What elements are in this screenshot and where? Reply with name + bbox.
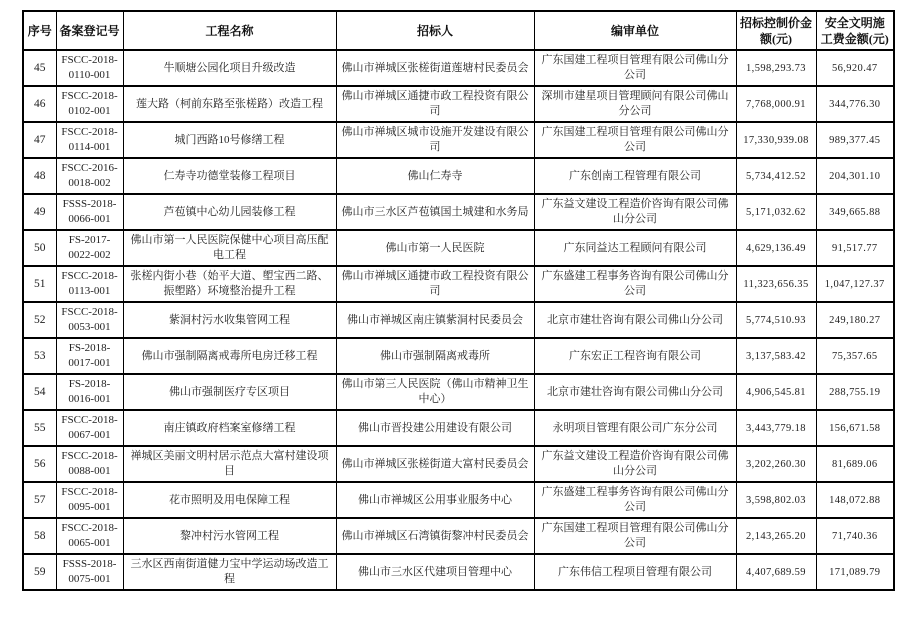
cell-project: 佛山市第一人民医院保健中心项目高压配电工程	[123, 230, 336, 266]
cell-control-price: 3,137,583.42	[736, 338, 816, 374]
cell-reg-no: FS-2018-0017-001	[56, 338, 123, 374]
cell-bidder: 佛山市禅城区张槎街道大富村民委员会	[336, 446, 534, 482]
cell-bidder: 佛山市禅城区南庄镇紫洞村民委员会	[336, 302, 534, 338]
cell-safety-fee: 1,047,127.37	[816, 266, 894, 302]
cell-bidder: 佛山市第一人民医院	[336, 230, 534, 266]
cell-reg-no: FSCC-2018-0114-001	[56, 122, 123, 158]
cell-reviewer: 深圳市建星项目管理顾问有限公司佛山分公司	[534, 86, 736, 122]
cell-bidder: 佛山市禅城区城市设施开发建设有限公司	[336, 122, 534, 158]
table-row	[23, 122, 894, 158]
cell-safety-fee: 56,920.47	[816, 50, 894, 86]
cell-bidder: 佛山市强制隔离戒毒所	[336, 338, 534, 374]
cell-reviewer: 广东益文建设工程造价咨询有限公司佛山分公司	[534, 194, 736, 230]
cell-safety-fee: 71,740.36	[816, 518, 894, 554]
cell-reg-no: FSCC-2018-0102-001	[56, 86, 123, 122]
col-header-control-price: 招标控制价金额(元)	[736, 11, 816, 50]
table-row	[23, 50, 894, 86]
cell-reviewer: 广东国建工程项目管理有限公司佛山分公司	[534, 122, 736, 158]
cell-control-price: 3,443,779.18	[736, 410, 816, 446]
cell-reviewer: 广东盛建工程事务咨询有限公司佛山分公司	[534, 482, 736, 518]
cell-project: 禅城区美丽文明村居示范点大富村建设项目	[123, 446, 336, 482]
table-row	[23, 86, 894, 122]
table-row	[23, 554, 894, 590]
col-header-review-unit: 编审单位	[534, 11, 736, 50]
cell-serial: 55	[23, 410, 56, 446]
cell-serial: 51	[23, 266, 56, 302]
cell-reviewer: 广东同益达工程顾问有限公司	[534, 230, 736, 266]
cell-reviewer: 广东宏正工程咨询有限公司	[534, 338, 736, 374]
cell-reg-no: FSCC-2018-0067-001	[56, 410, 123, 446]
cell-serial: 50	[23, 230, 56, 266]
cell-control-price: 5,774,510.93	[736, 302, 816, 338]
cell-project: 三水区西南街道健力宝中学运动场改造工程	[123, 554, 336, 590]
tender-projects-table	[22, 10, 895, 591]
cell-reg-no: FSCC-2018-0053-001	[56, 302, 123, 338]
table-row	[23, 230, 894, 266]
cell-serial: 58	[23, 518, 56, 554]
cell-reg-no: FSCC-2016-0018-002	[56, 158, 123, 194]
cell-safety-fee: 344,776.30	[816, 86, 894, 122]
cell-serial: 59	[23, 554, 56, 590]
col-header-safety-fee: 安全文明施工费金额(元)	[816, 11, 894, 50]
col-header-reg-no: 备案登记号	[56, 11, 123, 50]
table-row	[23, 518, 894, 554]
cell-reg-no: FSCC-2018-0088-001	[56, 446, 123, 482]
cell-safety-fee: 349,665.88	[816, 194, 894, 230]
cell-safety-fee: 204,301.10	[816, 158, 894, 194]
cell-project: 黎冲村污水管网工程	[123, 518, 336, 554]
cell-reviewer: 广东益文建设工程造价咨询有限公司佛山分公司	[534, 446, 736, 482]
cell-reg-no: FS-2017-0022-002	[56, 230, 123, 266]
cell-project: 张槎内街小巷（始平大道、塱宝西二路、振塱路）环境整治提升工程	[123, 266, 336, 302]
table-header-row	[23, 11, 894, 50]
col-header-project-name: 工程名称	[123, 11, 336, 50]
cell-reviewer: 广东盛建工程事务咨询有限公司佛山分公司	[534, 266, 736, 302]
table-row	[23, 266, 894, 302]
cell-safety-fee: 249,180.27	[816, 302, 894, 338]
table-row	[23, 482, 894, 518]
cell-bidder: 佛山市禅城区通捷市政工程投资有限公司	[336, 86, 534, 122]
table-row	[23, 374, 894, 410]
cell-project: 南庄镇政府档案室修缮工程	[123, 410, 336, 446]
cell-reviewer: 广东创南工程管理有限公司	[534, 158, 736, 194]
cell-control-price: 17,330,939.08	[736, 122, 816, 158]
cell-safety-fee: 81,689.06	[816, 446, 894, 482]
table-row	[23, 446, 894, 482]
cell-serial: 49	[23, 194, 56, 230]
cell-reg-no: FSCC-2018-0110-001	[56, 50, 123, 86]
cell-project: 花市照明及用电保障工程	[123, 482, 336, 518]
cell-bidder: 佛山仁寿寺	[336, 158, 534, 194]
cell-safety-fee: 91,517.77	[816, 230, 894, 266]
cell-bidder: 佛山市三水区芦苞镇国土城建和水务局	[336, 194, 534, 230]
cell-project: 紫洞村污水收集管网工程	[123, 302, 336, 338]
cell-bidder: 佛山市禅城区石湾镇街黎冲村民委员会	[336, 518, 534, 554]
table-row	[23, 338, 894, 374]
cell-serial: 56	[23, 446, 56, 482]
cell-bidder: 佛山市禅城区公用事业服务中心	[336, 482, 534, 518]
table-row	[23, 158, 894, 194]
cell-reg-no: FSSS-2018-0075-001	[56, 554, 123, 590]
cell-reg-no: FSCC-2018-0113-001	[56, 266, 123, 302]
cell-bidder: 佛山市禅城区张槎街道莲塘村民委员会	[336, 50, 534, 86]
cell-project: 莲大路（柯前东路至张槎路）改造工程	[123, 86, 336, 122]
cell-reg-no: FSCC-2018-0095-001	[56, 482, 123, 518]
cell-control-price: 7,768,000.91	[736, 86, 816, 122]
cell-safety-fee: 75,357.65	[816, 338, 894, 374]
cell-project: 城门西路10号修缮工程	[123, 122, 336, 158]
cell-serial: 48	[23, 158, 56, 194]
table-row	[23, 194, 894, 230]
cell-serial: 54	[23, 374, 56, 410]
cell-control-price: 4,906,545.81	[736, 374, 816, 410]
cell-reviewer: 北京市建壮咨询有限公司佛山分公司	[534, 374, 736, 410]
cell-control-price: 4,407,689.59	[736, 554, 816, 590]
cell-safety-fee: 288,755.19	[816, 374, 894, 410]
cell-control-price: 5,171,032.62	[736, 194, 816, 230]
cell-serial: 53	[23, 338, 56, 374]
cell-control-price: 5,734,412.52	[736, 158, 816, 194]
cell-control-price: 3,598,802.03	[736, 482, 816, 518]
cell-reg-no: FSSS-2018-0066-001	[56, 194, 123, 230]
cell-control-price: 1,598,293.73	[736, 50, 816, 86]
cell-project: 佛山市强制隔离戒毒所电房迁移工程	[123, 338, 336, 374]
cell-serial: 47	[23, 122, 56, 158]
cell-reg-no: FS-2018-0016-001	[56, 374, 123, 410]
cell-serial: 57	[23, 482, 56, 518]
cell-project: 仁寿寺功德堂装修工程项目	[123, 158, 336, 194]
cell-reviewer: 广东国建工程项目管理有限公司佛山分公司	[534, 518, 736, 554]
table-row	[23, 410, 894, 446]
cell-safety-fee: 171,089.79	[816, 554, 894, 590]
cell-safety-fee: 148,072.88	[816, 482, 894, 518]
cell-bidder: 佛山市晋投建公用建设有限公司	[336, 410, 534, 446]
cell-control-price: 2,143,265.20	[736, 518, 816, 554]
cell-project: 牛顺塘公园化项目升级改造	[123, 50, 336, 86]
table-body	[23, 50, 894, 590]
cell-serial: 46	[23, 86, 56, 122]
cell-reg-no: FSCC-2018-0065-001	[56, 518, 123, 554]
cell-control-price: 11,323,656.35	[736, 266, 816, 302]
cell-project: 芦苞镇中心幼儿园装修工程	[123, 194, 336, 230]
cell-reviewer: 永明项目管理有限公司广东分公司	[534, 410, 736, 446]
cell-bidder: 佛山市禅城区通捷市政工程投资有限公司	[336, 266, 534, 302]
cell-bidder: 佛山市第三人民医院（佛山市精神卫生中心）	[336, 374, 534, 410]
cell-safety-fee: 156,671.58	[816, 410, 894, 446]
cell-control-price: 4,629,136.49	[736, 230, 816, 266]
cell-reviewer: 北京市建壮咨询有限公司佛山分公司	[534, 302, 736, 338]
cell-project: 佛山市强制医疗专区项目	[123, 374, 336, 410]
cell-serial: 52	[23, 302, 56, 338]
cell-bidder: 佛山市三水区代建项目管理中心	[336, 554, 534, 590]
cell-serial: 45	[23, 50, 56, 86]
cell-reviewer: 广东国建工程项目管理有限公司佛山分公司	[534, 50, 736, 86]
cell-safety-fee: 989,377.45	[816, 122, 894, 158]
col-header-bidder: 招标人	[336, 11, 534, 50]
cell-control-price: 3,202,260.30	[736, 446, 816, 482]
col-header-serial: 序号	[23, 11, 56, 50]
table-row	[23, 302, 894, 338]
cell-reviewer: 广东伟信工程项目管理有限公司	[534, 554, 736, 590]
